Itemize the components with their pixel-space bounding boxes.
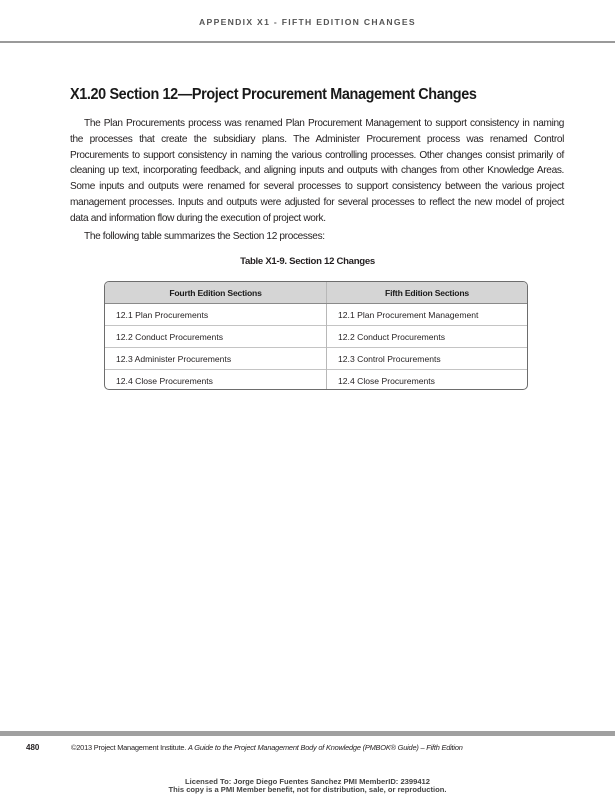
table-row (105, 326, 527, 348)
column-header-fifth-edition: Fifth Edition Sections (327, 282, 528, 304)
footer-rule (0, 731, 615, 736)
table-row (105, 370, 527, 391)
table-cell: 12.2 Conduct Procurements (105, 326, 327, 348)
header-rule (0, 41, 615, 43)
table-cell: 12.4 Close Procurements (105, 370, 327, 391)
footer-citation (71, 743, 463, 752)
table-row (105, 348, 527, 370)
table-cell: 12.4 Close Procurements (327, 370, 528, 391)
table-cell: 12.1 Plan Procurement Management (338, 309, 479, 320)
running-head: APPENDIX X1 - FIFTH EDITION CHANGES (199, 17, 416, 27)
license-notice (0, 778, 615, 794)
table-cell: 12.3 Control Procurements (327, 348, 528, 370)
table-cell: 12.3 Administer Procurements (105, 348, 327, 370)
changes-table (104, 281, 528, 390)
table-header-row (105, 282, 527, 304)
column-header-fourth-edition: Fourth Edition Sections (105, 282, 327, 304)
table-row (105, 304, 527, 326)
table-cell: 12.1 Plan Procurements (105, 304, 327, 326)
license-line-1: Licensed To: Jorge Diego Fuentes Sanchez PMI MemberID: 2399412 (184, 777, 431, 786)
table-cell: 12.2 Conduct Procurements (327, 326, 528, 348)
page-number: 480 (26, 743, 40, 752)
body-paragraph: The Plan Procurements process was renamed Plan Procurement Management to support consistency in naming the processes that create the subsidiary plans. The Administer Procurement process was renamed Control Procurements to support consistency in naming the various controlling processes. Other changes consist primarily of cleaning up text, incorporating feedback, and aligning inputs and outputs with changes from other Knowledge Areas. Some inputs and outputs were renamed for several processes to support consistency between the various project management processes. Inputs and outputs were adjusted for several processes to reflect the new model of project data and information flow during the execution of project work. (70, 118, 564, 224)
license-line-2: This copy is a PMI Member benefit, not for distribution, sale, or reproduction. (168, 785, 447, 794)
citation-prefix: ©2013 Project Management Institute. (71, 743, 188, 752)
citation-title: A Guide to the Project Management Body of Knowledge (PMBOK® Guide) – Fifth Edition (187, 743, 463, 752)
table-caption: Table X1-9. Section 12 Changes (240, 256, 375, 267)
section-title: X1.20 Section 12—Project Procurement Management Changes (70, 86, 477, 103)
table-intro: The following table summarizes the Section 12 processes: (84, 231, 325, 242)
